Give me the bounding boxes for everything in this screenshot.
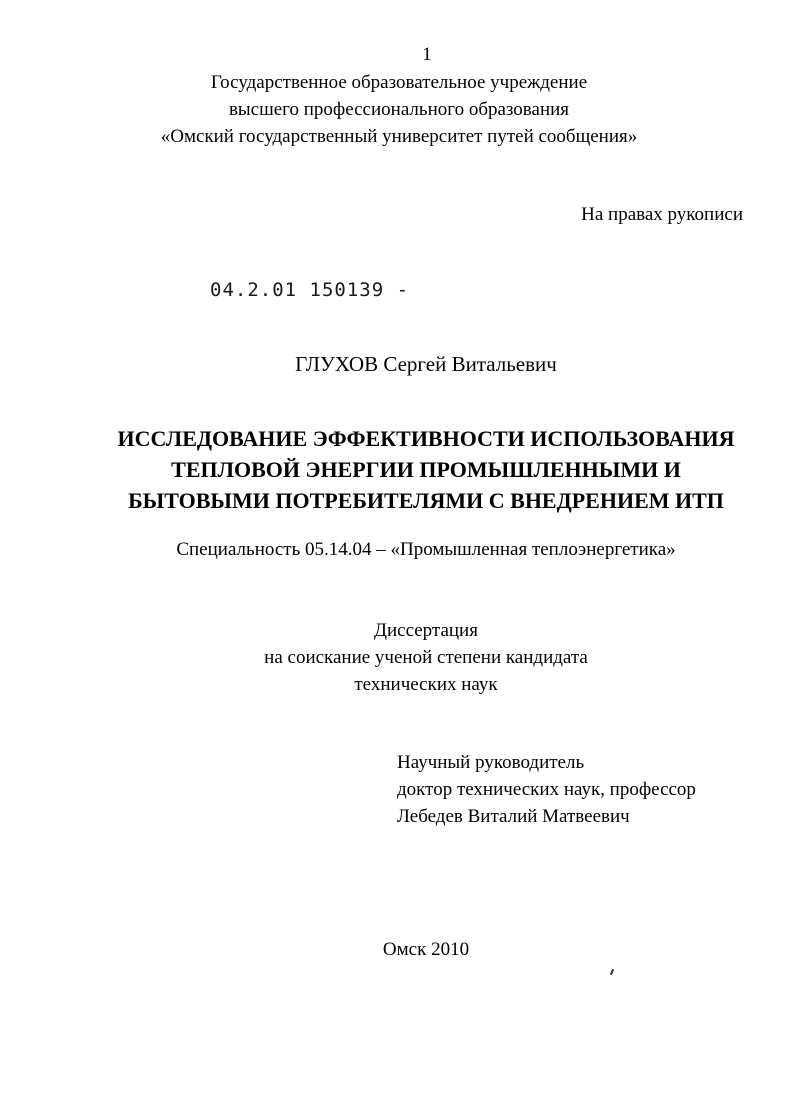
speciality: Специальность 05.14.04 – «Промышленная теплоэнергетика» xyxy=(176,539,676,560)
city-year: Омск 2010 xyxy=(382,939,470,960)
thesis-title-line-3: БЫТОВЫМИ ПОТРЕБИТЕЛЯМИ С ВНЕДРЕНИЕМ ИТП xyxy=(128,488,724,513)
adviser-degree: доктор технических наук, профессор xyxy=(397,779,696,800)
dissertation-line-1: Диссертация xyxy=(374,620,478,641)
page-number: 1 xyxy=(422,44,432,65)
dissertation-line-3: технических наук xyxy=(354,674,498,695)
author-name: ГЛУХОВ Сергей Витальевич xyxy=(295,352,557,376)
rights-note: На правах рукописи xyxy=(581,204,743,225)
thesis-title-line-2: ТЕПЛОВОЙ ЭНЕРГИИ ПРОМЫШЛЕННЫМИ И xyxy=(171,457,681,482)
institution-line-1: Государственное образовательное учреждение xyxy=(210,72,588,93)
institution-line-2: высшего профессионального образования xyxy=(228,99,570,120)
scan-speck xyxy=(610,969,614,975)
institution-line-3: «Омский государственный университет путей сообщения» xyxy=(160,126,638,147)
thesis-title-line-1: ИССЛЕДОВАНИЕ ЭФФЕКТИВНОСТИ ИСПОЛЬЗОВАНИЯ xyxy=(117,426,735,451)
archive-stamp-code: 04.2.01 150139 - xyxy=(210,279,410,301)
adviser-name: Лебедев Виталий Матвеевич xyxy=(397,806,630,827)
dissertation-line-2: на соискание ученой степени кандидата xyxy=(264,647,588,668)
adviser-role: Научный руководитель xyxy=(397,752,585,773)
